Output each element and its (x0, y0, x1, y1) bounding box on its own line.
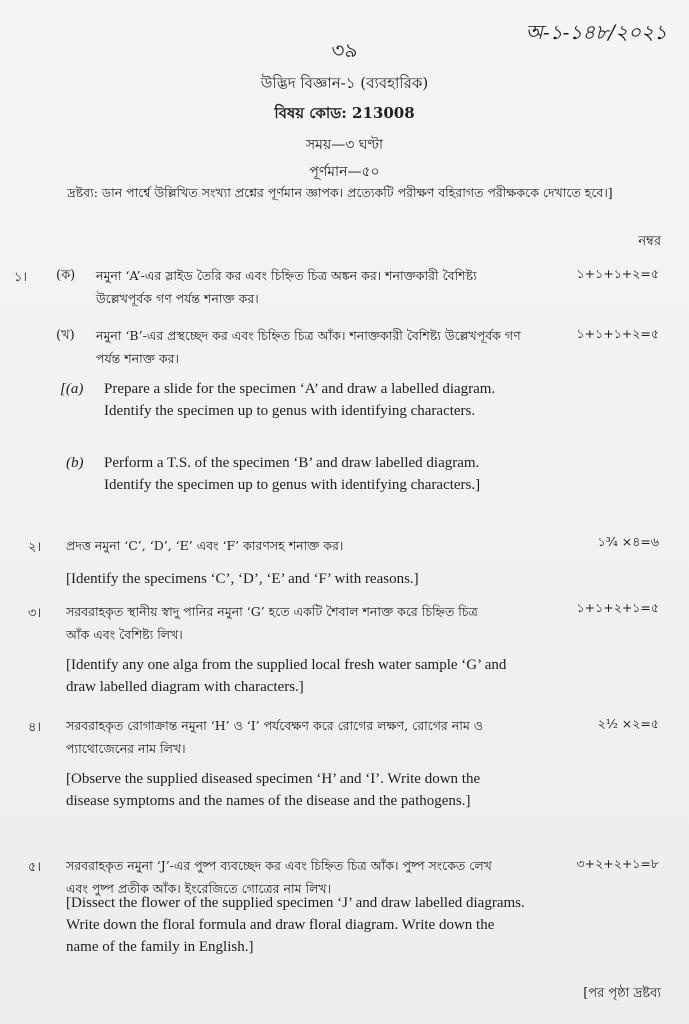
question-marks: ১+১+২+১=৫ (576, 600, 659, 615)
reference-code: অ-১-১৪৮/২০২১ (525, 20, 667, 44)
instruction-note: দ্রষ্টব্য: ডান পার্শ্বে উল্লিখিত সংখ্যা প্রশ্নের পূর্ণমান জ্ঞাপক। প্রত্যেকটি পরীক্ষণ বহিরাগত পরীক্ষককে দেখাতে হবে।] (67, 185, 613, 200)
subject-title: উদ্ভিদ বিজ্ঞান-১ (ব্যবহারিক) (260, 74, 429, 92)
question-number: ১। (14, 270, 28, 285)
question-marks: ৩+২+২+১=৮ (576, 856, 659, 871)
marks-heading: নম্বর (638, 234, 661, 249)
question-text: সরবরাহকৃত নমুনা ‘J’-এর পুষ্প ব্যবচ্ছেদ কর এবং চিহ্নিত চিত্র আঁক। পুষ্প সংকেত লেখ এবং পুষ্প প্রতীক আঁক। ইংরেজিতে গোত্রের নাম লিখ। (66, 858, 492, 896)
question-marks: ২½ ×২=৫ (597, 716, 659, 731)
question-marks: ১+১+১+২=৫ (576, 266, 659, 281)
next-page-note: [পর পৃষ্ঠা দ্রষ্টব্য (583, 986, 661, 1001)
english-text: Prepare a slide for the specimen ‘A’ and draw a labelled diagram. Identify the specimen up to genus with identifying characters. (104, 381, 496, 419)
english-text: [Observe the supplied diseased specimen ‘H’ and ‘I’. Write down the disease symptoms and the names of the disease and the pathogens.] (66, 771, 481, 809)
question-number: ৩। (28, 606, 42, 621)
question-number: ৪। (28, 720, 42, 735)
part-label: (ক) (56, 268, 76, 283)
english-text: [Identify any one alga from the supplied local fresh water sample ‘G’ and draw labelled diagram with characters.] (66, 657, 507, 695)
english-text: [Identify the specimens ‘C’, ‘D’, ‘E’ and ‘F’ with reasons.] (66, 571, 419, 587)
question-number: ২। (28, 540, 42, 555)
question-text: নমুনা ‘B’-এর প্রস্থচ্ছেদ কর এবং চিহ্নিত চিত্র আঁক। শনাক্তকারী বৈশিষ্ট্য উল্লেখপূর্বক গণ পর্যন্ত শনাক্ত কর। (96, 328, 521, 366)
page-number: ৩৯ (331, 38, 358, 62)
subject-code: বিষয় কোড: 213008 (274, 104, 415, 122)
question-text: নমুনা ‘A’-এর স্লাইড তৈরি কর এবং চিহ্নিত চিত্র অঙ্কন কর। শনাক্তকারী বৈশিষ্ট্য উল্লেখপূর্বক গণ পর্যন্ত শনাক্ত কর। (96, 268, 477, 306)
question-marks: ১¾ ×৪=৬ (597, 534, 659, 549)
english-text: Perform a T.S. of the specimen ‘B’ and draw labelled diagram. Identify the specimen up to genus with identifying characters.] (104, 455, 481, 493)
part-label: (খ) (56, 328, 75, 343)
question-text: সরবরাহকৃত রোগাক্রান্ত নমুনা ‘H’ ও ‘I’ পর্যবেক্ষণ করে রোগের লক্ষণ, রোগের নাম ও প্যাথোজেনের নাম লিখ। (66, 718, 483, 756)
full-marks: পূর্ণমান—৫০ (309, 164, 380, 180)
question-number: ৫। (28, 860, 42, 875)
question-text: সরবরাহকৃত স্থানীয় স্বাদু পানির নমুনা ‘G’ হতে একটি শৈবাল শনাক্ত করে চিহ্নিত চিত্র আঁক এবং বৈশিষ্ট্য লিখ। (66, 604, 478, 642)
exam-time: সময়—৩ ঘণ্টা (305, 137, 384, 153)
english-part-label: [(a) (60, 381, 84, 397)
question-text: প্রদত্ত নমুনা ‘C’, ‘D’, ‘E’ এবং ‘F’ কারণসহ শনাক্ত কর। (66, 538, 344, 553)
question-marks: ১+১+১+২=৫ (576, 326, 659, 341)
english-text: [Dissect the flower of the supplied specimen ‘J’ and draw labelled diagrams. Write down the floral formula and draw floral diagram. Write down the name of the family in English.] (66, 895, 525, 955)
english-part-label: (b) (66, 455, 84, 471)
